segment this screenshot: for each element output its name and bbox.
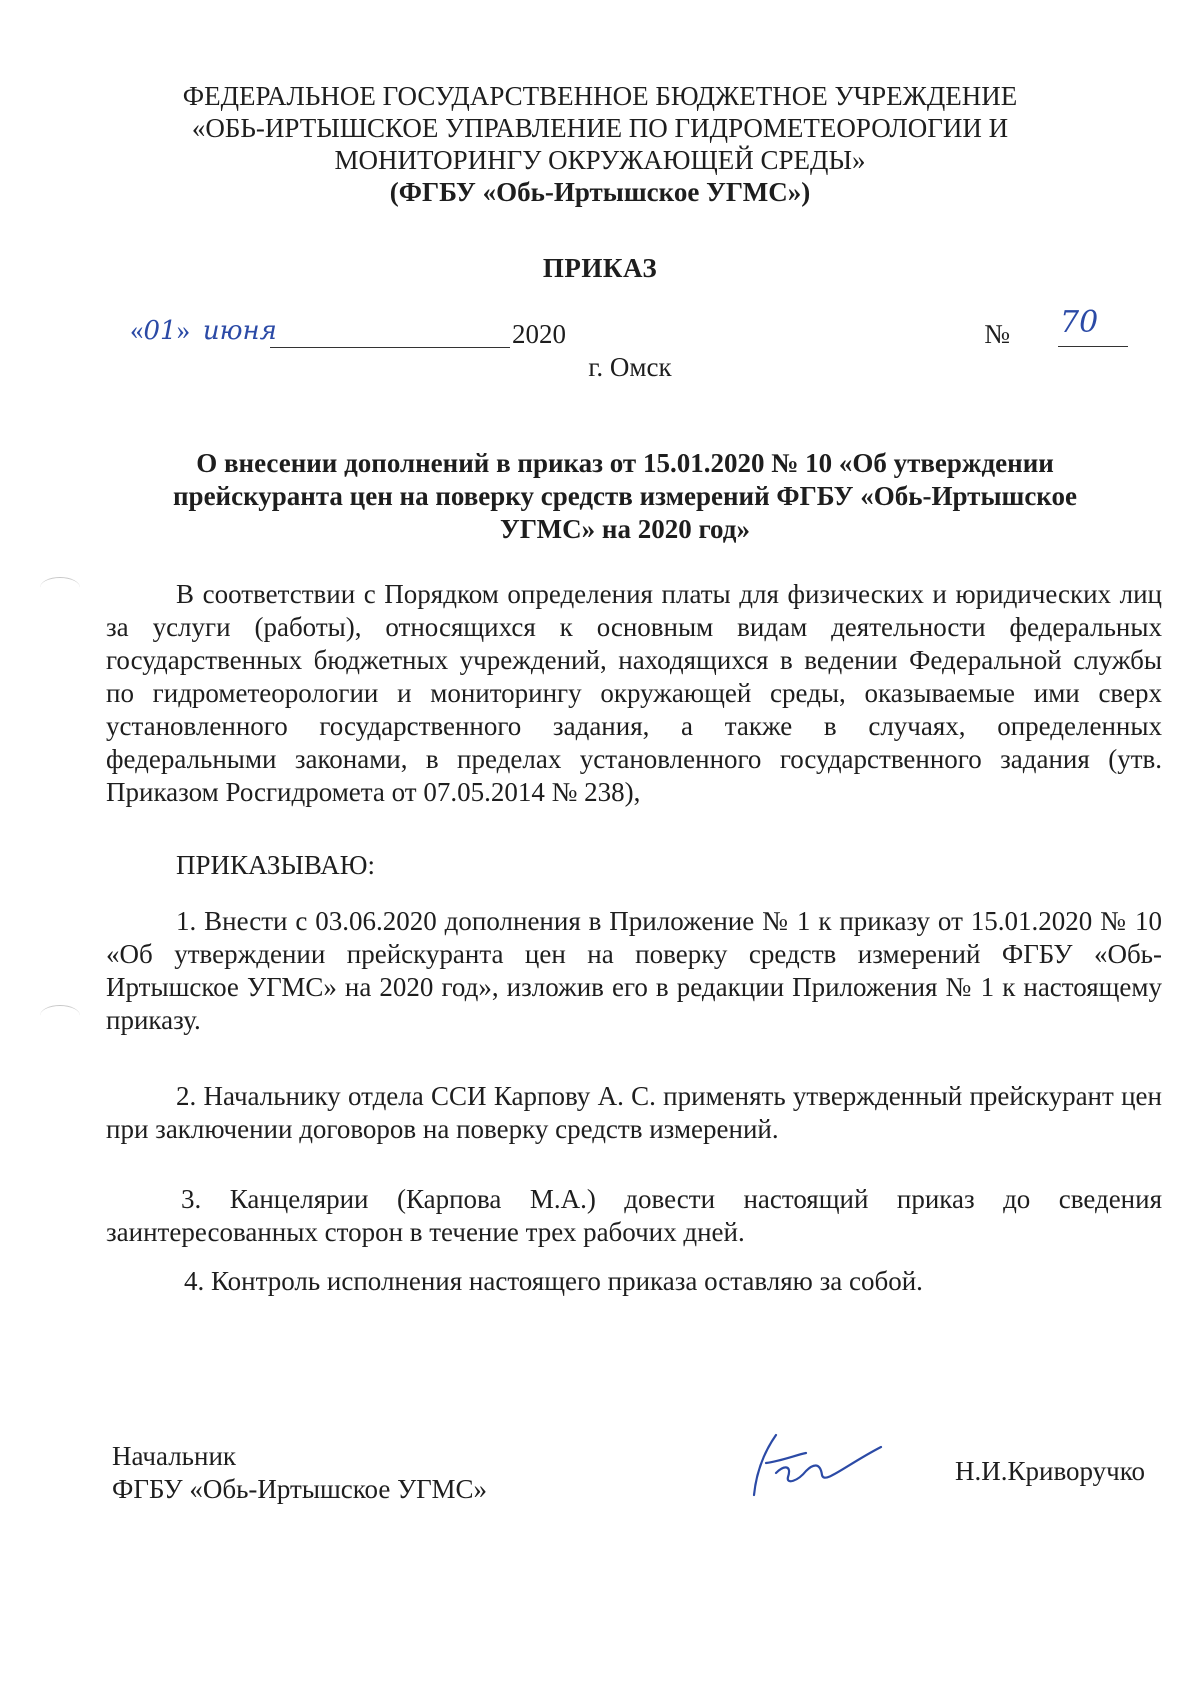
signatory-name: Н.И.Криворучко [955, 1456, 1145, 1486]
city: г. Омск [588, 352, 672, 382]
header-line-3: МОНИТОРИНГУ ОКРУЖАЮЩЕЙ СРЕДЫ» [334, 145, 866, 175]
document-number: 70 [1060, 305, 1099, 340]
hole-punch-mark [40, 1005, 80, 1026]
order-item-2: 2. Начальнику отдела ССИ Карпову А. С. применять утвержденный прейскурант цен при заключении договоров на поверку средств измерений. [106, 1081, 1162, 1144]
position-line-1: Начальник [112, 1441, 237, 1471]
organization-header [120, 80, 1080, 208]
date-month: июня [202, 316, 277, 346]
order-item-4: 4. Контроль исполнения настоящего приказа оставляю за собой. [184, 1266, 923, 1296]
subject-line-3: УГМС» на 2020 год» [500, 514, 750, 544]
organization-abbreviation: (ФГБУ «Обь-Иртышское УГМС») [389, 177, 811, 207]
number-underline [1058, 346, 1128, 347]
date-day: 01 [143, 316, 177, 346]
document-subject [130, 447, 1120, 546]
date-year: 2020 [512, 319, 566, 349]
signatory-position [112, 1440, 487, 1506]
date-underline [270, 347, 510, 348]
header-line-2: «ОБЬ-ИРТЫШСКОЕ УПРАВЛЕНИЕ ПО ГИДРОМЕТЕОРОЛОГИИ И [191, 113, 1009, 143]
header-line-1: ФЕДЕРАЛЬНОЕ ГОСУДАРСТВЕННОЕ БЮДЖЕТНОЕ УЧРЕЖДЕНИЕ [182, 81, 1018, 111]
date-row [120, 315, 1080, 355]
order-item-1: 1. Внести с 03.06.2020 дополнения в Приложение № 1 к приказу от 15.01.2020 № 10 «Об утверждении прейскуранта цен на поверку средств измерений ФГБУ «Обь-Иртышское УГМС» на 2020 год», изложив его в редакции Приложения № 1 к настоящему приказу. [106, 906, 1162, 1035]
hole-punch-mark [40, 577, 80, 598]
handwritten-date: «01» июня [130, 315, 277, 346]
subject-line-2: прейскуранта цен на поверку средств измерений ФГБУ «Обь-Иртышское [173, 481, 1077, 511]
number-label: № [984, 319, 1010, 349]
orders-heading: ПРИКАЗЫВАЮ: [176, 850, 375, 880]
subject-line-1: О внесении дополнений в приказ от 15.01.2020 № 10 «Об утверждении [196, 448, 1054, 478]
position-line-2: ФГБУ «Обь-Иртышское УГМС» [112, 1474, 487, 1504]
document-type: ПРИКАЗ [542, 253, 658, 283]
order-item-3: 3. Канцелярии (Карпова М.А.) довести настоящий приказ до сведения заинтересованных сторон в течение трех рабочих дней. [106, 1184, 1162, 1247]
preamble-paragraph: В соответствии с Порядком определения платы для физических и юридических лиц за услуги (работы), относящихся к основным видам деятельности федеральных государственных бюджетных учреждений, находящихся в ведении Федеральной службы по гидрометеорологии и мониторингу окружающей среды, оказываемые ими сверх установленного государственного задания, а также в случаях, определенных федеральными законами, в пределах установленного государственного задания (утв. Приказом Росгидромета от 07.05.2014 № 238), [106, 579, 1162, 807]
handwritten-signature [736, 1425, 896, 1505]
